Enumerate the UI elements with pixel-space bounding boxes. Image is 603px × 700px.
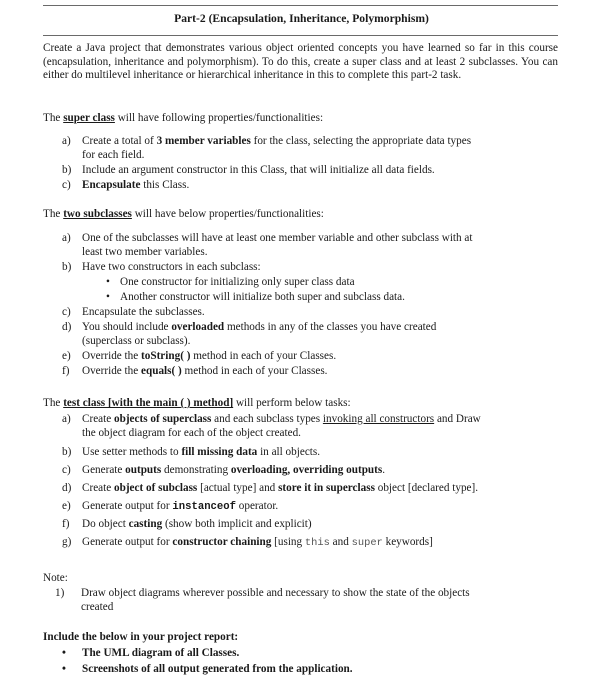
test-class-heading: The test class [with the main ( ) method] will perform below tasks: [43,397,351,409]
document-page: Part-2 (Encapsulation, Inheritance, Polymorphism) Create a Java project that demonstrates various object oriented concepts you have learned so far in this course (encapsulation, inheritance and polymorphism). To do this, create a super class and at least 2 subclasses. You can either do multilevel inheritance or hierarchical inheritance in this to complete this part-2 task. The super class will have following properties/functionalities: a) Create a total of 3 member variables for the class, selecting the appropriate data types for each field. b) Include an argument constructor in this Class, that will initialize all data fields. c) Encapsulate this Class. The two subclasses will have below properties/functionalities: a) One of the subclasses will have at least one member variable and other subclass with at least two member variables. b) Have two constructors in each subclass: • One constructor for initializing only super class data • Another constructor will initialize both super and subclass data. c) Encapsulate the subclasses. d) You should include overloaded methods in any of the classes you have created (superclass or subclass). e) Override the toString( ) method in each of your Classes. f) Override the equals( ) method in each of your Classes. The test class [with the main ( ) method] will perform below tasks: a) Create objects of superclass and each subclass types invoking all constructors and Draw the object diagram for each of the object created. b) Use setter methods to fill missing data in all objects. c) Generate outputs demonstrating overloading, overriding outputs. d) Create object of subclass [actual type] and store it in superclass object [declared type]. e) Generate output for instanceof operator. f) Do object casting (show both implicit and explicit) g) Generate output for constructor chaining [using this and super keywords] Note: 1) Draw object diagrams wherever possible and necessary to show the state of the objects created Include the below in your project report: • The UML diagram of all Classes. • Screenshots of all output generated from the application. [0,0,603,700]
subclasses-heading: The two subclasses will have below properties/functionalities: [43,208,324,220]
super-class-keyword: super class [63,112,115,124]
report-heading: Include the below in your project report: [43,631,239,643]
top-divider [43,5,558,6]
title-divider [43,35,558,36]
super-class-heading: The super class will have following properties/functionalities: [43,112,324,124]
note-label: Note: [43,572,68,584]
page-title: Part-2 (Encapsulation, Inheritance, Polymorphism) [174,12,429,25]
two-subclasses-keyword: two subclasses [63,208,132,220]
intro-paragraph: Create a Java project that demonstrates various object oriented concepts you have learned so far in this course (encapsulation, inheritance and polymorphism). To do this, create a super class and at least 2 subclasses. You can either do multilevel inheritance or hierarchical inheritance in this to complete this part-2 task. [43,42,558,82]
test-class-keyword: test class [with the main ( ) method] [63,397,234,409]
